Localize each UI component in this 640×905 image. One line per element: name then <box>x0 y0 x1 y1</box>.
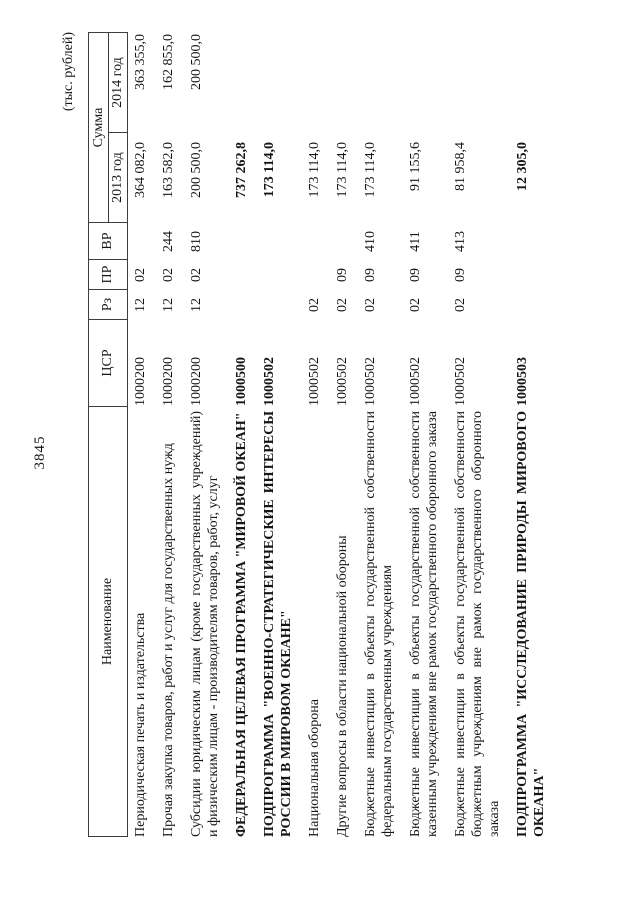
cell-csr: 1000500 <box>234 357 249 406</box>
cell-2013: 173 114,0 <box>262 142 277 198</box>
cell-vr: 244 <box>161 231 176 252</box>
cell-pr: 09 <box>335 268 350 282</box>
cell-2014 <box>452 32 503 133</box>
cell-2014: 200 500,0 <box>189 34 204 90</box>
cell-pr: 02 <box>133 268 148 282</box>
cell-csr: 1000502 <box>335 357 350 406</box>
header-cell-csr: ЦСР <box>89 320 127 407</box>
cell-rz: 02 <box>453 298 468 312</box>
header-cell-2014: 2014 год <box>110 57 125 108</box>
cell-vr <box>233 223 250 260</box>
table-row <box>306 32 323 837</box>
cell-name: Периодическая печать и издательства <box>133 612 148 837</box>
cell-rz: 02 <box>307 298 322 312</box>
cell-rz: 02 <box>363 298 378 312</box>
cell-pr <box>514 260 548 290</box>
cell-vr <box>261 223 295 260</box>
cell-2013: 163 582,0 <box>161 142 176 198</box>
header-cell-sum: Сумма <box>89 33 109 222</box>
cell-csr: 1000502 <box>453 357 468 406</box>
cell-csr: 1000502 <box>363 357 378 406</box>
cell-rz: 12 <box>189 298 204 312</box>
cell-2014 <box>261 32 295 133</box>
cell-csr: 1000200 <box>161 357 176 406</box>
cell-rz <box>261 290 295 320</box>
cell-vr: 411 <box>408 231 423 252</box>
cell-name: Бюджетные инвестиции в объекты государственной собственности федеральным государственным учреждениям <box>363 411 395 837</box>
cell-2014 <box>362 32 396 133</box>
cell-2014 <box>306 32 323 133</box>
header-cell-rz: Рз <box>89 290 127 320</box>
cell-name: Бюджетные инвестиции в объекты государственной собственности казенным учреждениям вне рамок государственного оборонного заказа <box>408 410 440 837</box>
header-group-sum <box>89 33 127 223</box>
cell-vr: 410 <box>363 231 378 252</box>
cell-name: Субсидии юридическим лицам (кроме государственных учреждений) и физическим лицам - производителям товаров, работ, услуг <box>189 411 221 837</box>
cell-name: ПОДПРОГРАММА "ВОЕННО-СТРАТЕГИЧЕСКИЕ ИНТЕРЕСЫ РОССИИ В МИРОВОМ ОКЕАНЕ" <box>262 411 294 837</box>
cell-pr: 02 <box>161 268 176 282</box>
cell-vr <box>132 223 149 260</box>
table-row <box>514 32 548 837</box>
budget-table <box>88 32 548 837</box>
cell-2013: 173 114,0 <box>363 142 378 198</box>
cell-rz: 02 <box>335 298 350 312</box>
cell-csr: 1000503 <box>515 357 530 406</box>
cell-name: Национальная оборона <box>307 699 322 837</box>
cell-vr <box>306 223 323 260</box>
cell-2014 <box>407 32 441 133</box>
cell-2014 <box>514 32 548 133</box>
table-body <box>132 32 548 837</box>
table-row <box>261 32 295 837</box>
cell-2013: 200 500,0 <box>189 142 204 198</box>
table-row <box>233 32 250 837</box>
cell-csr: 1000502 <box>408 357 423 406</box>
header-cell-name: Наименование <box>100 577 115 666</box>
cell-name: ФЕДЕРАЛЬНАЯ ЦЕЛЕВАЯ ПРОГРАММА "МИРОВОЙ ОКЕАН" <box>234 412 249 837</box>
table-row <box>334 32 351 837</box>
units-note: (тыс. рублей) <box>61 32 76 112</box>
cell-name: Другие вопросы в области национальной обороны <box>335 535 350 837</box>
cell-pr <box>233 260 250 290</box>
cell-2013: 737 262,8 <box>234 142 249 198</box>
cell-csr: 1000200 <box>189 357 204 406</box>
cell-pr <box>261 260 295 290</box>
cell-pr: 09 <box>363 268 378 282</box>
cell-2013: 81 958,4 <box>453 142 468 191</box>
cell-rz <box>233 290 250 320</box>
cell-2013: 12 305,0 <box>515 142 530 191</box>
cell-2013: 364 082,0 <box>133 142 148 198</box>
cell-2014 <box>334 32 351 133</box>
cell-2014 <box>233 32 250 133</box>
table-row <box>407 32 441 837</box>
cell-name: ПОДПРОГРАММА "ИССЛЕДОВАНИЕ ПРИРОДЫ МИРОВОГО ОКЕАНА" <box>515 411 547 837</box>
cell-csr: 1000200 <box>133 357 148 406</box>
header-cell-2013: 2013 год <box>109 132 127 222</box>
page-number: 3845 <box>32 435 48 470</box>
header-year-row <box>109 33 127 222</box>
cell-name: Бюджетные инвестиции в объекты государственной собственности бюджетным учреждениям вне рамок государственного оборонного заказа <box>453 411 502 837</box>
header-cell-vr: ВР <box>89 223 127 260</box>
table-row <box>452 32 503 837</box>
table-header-row <box>88 32 128 837</box>
cell-rz: 12 <box>133 298 148 312</box>
cell-rz: 02 <box>408 298 423 312</box>
table-row <box>160 32 177 837</box>
cell-2013: 91 155,6 <box>408 142 423 191</box>
table-row <box>362 32 396 837</box>
cell-2014: 162 855,0 <box>161 34 176 90</box>
cell-pr: 09 <box>408 268 423 282</box>
cell-vr <box>334 223 351 260</box>
cell-2013: 173 114,0 <box>335 142 350 198</box>
cell-2014: 363 355,0 <box>133 34 148 90</box>
cell-name: Прочая закупка товаров, работ и услуг для государственных нужд <box>161 443 176 837</box>
cell-vr <box>514 223 548 260</box>
cell-pr: 02 <box>189 268 204 282</box>
table-row <box>132 32 149 837</box>
cell-rz <box>514 290 548 320</box>
cell-csr: 1000502 <box>307 357 322 406</box>
cell-vr: 810 <box>189 231 204 252</box>
table-row <box>188 32 222 837</box>
cell-2013: 173 114,0 <box>307 142 322 198</box>
cell-rz: 12 <box>161 298 176 312</box>
cell-vr: 413 <box>453 231 468 252</box>
header-cell-pr: ПР <box>89 260 127 290</box>
cell-csr: 1000502 <box>262 357 277 406</box>
cell-pr <box>306 260 323 290</box>
cell-pr: 09 <box>453 268 468 282</box>
